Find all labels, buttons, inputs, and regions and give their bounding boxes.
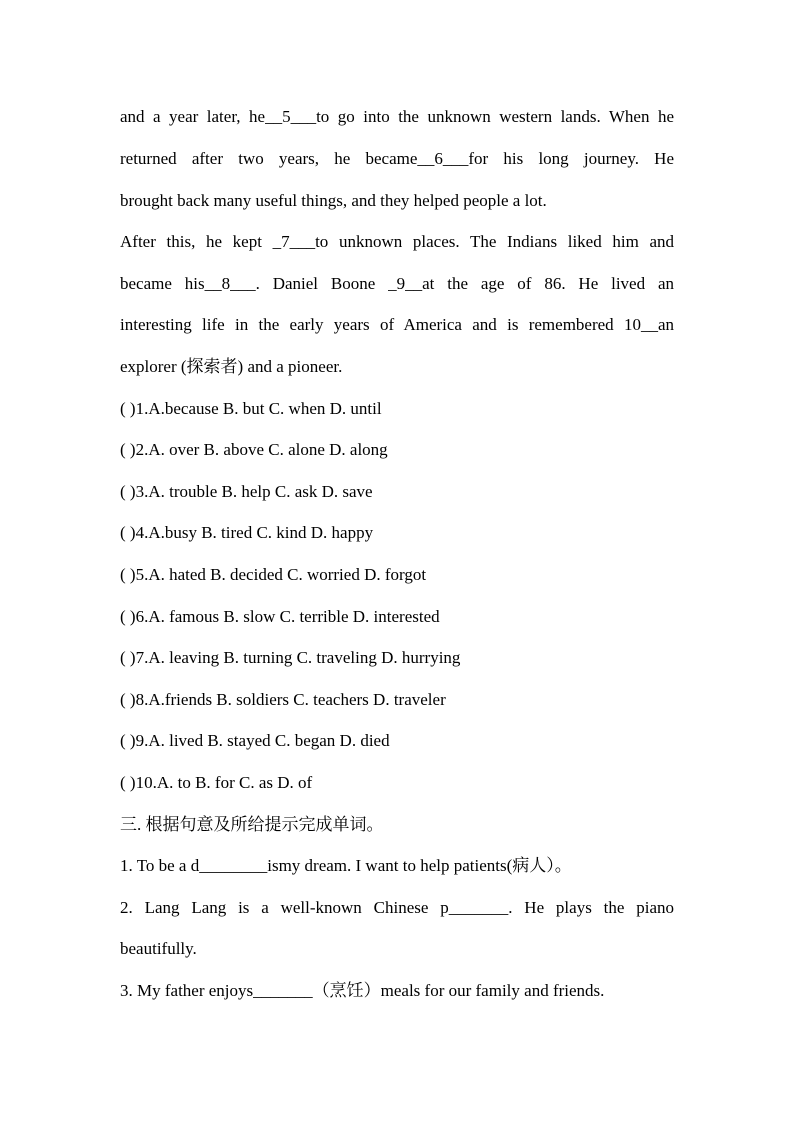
exercise-item: 2. Lang Lang is a well-known Chinese p_______. He plays the piano bbox=[120, 898, 674, 917]
section-heading: 三. 根据句意及所给提示完成单词。 bbox=[120, 815, 384, 834]
question-item: ( )8.A.friends B. soldiers C. teachers D. traveler bbox=[120, 690, 446, 709]
question-item: ( )1.A.because B. but C. when D. until bbox=[120, 399, 382, 418]
passage-line: brought back many useful things, and they helped people a lot. bbox=[120, 191, 547, 210]
question-item: ( )6.A. famous B. slow C. terrible D. interested bbox=[120, 607, 440, 626]
question-item: ( )3.A. trouble B. help C. ask D. save bbox=[120, 482, 373, 501]
exercise-item: 3. My father enjoys_______（烹饪）meals for our family and friends. bbox=[120, 981, 605, 1000]
passage-line: interesting life in the early years of America and is remembered 10__an bbox=[120, 315, 674, 334]
exercise-item: 1. To be a d________ismy dream. I want to help patients(病人）。 bbox=[120, 856, 572, 875]
passage-line: and a year later, he__5___to go into the unknown western lands. When he bbox=[120, 107, 674, 126]
exercise-item: beautifully. bbox=[120, 939, 197, 958]
passage-line: explorer (探索者) and a pioneer. bbox=[120, 357, 343, 376]
question-item: ( )9.A. lived B. stayed C. began D. died bbox=[120, 731, 390, 750]
passage-line: returned after two years, he became__6___for his long journey. He bbox=[120, 149, 674, 168]
question-item: ( )7.A. leaving B. turning C. traveling D. hurrying bbox=[120, 648, 461, 667]
question-item: ( )5.A. hated B. decided C. worried D. forgot bbox=[120, 565, 427, 584]
question-item: ( )10.A. to B. for C. as D. of bbox=[120, 773, 313, 792]
passage-line: became his__8___. Daniel Boone _9__at the age of 86. He lived an bbox=[120, 274, 674, 293]
question-item: ( )2.A. over B. above C. alone D. along bbox=[120, 440, 388, 459]
question-item: ( )4.A.busy B. tired C. kind D. happy bbox=[120, 523, 374, 542]
passage-line: After this, he kept _7___to unknown places. The Indians liked him and bbox=[120, 232, 674, 251]
